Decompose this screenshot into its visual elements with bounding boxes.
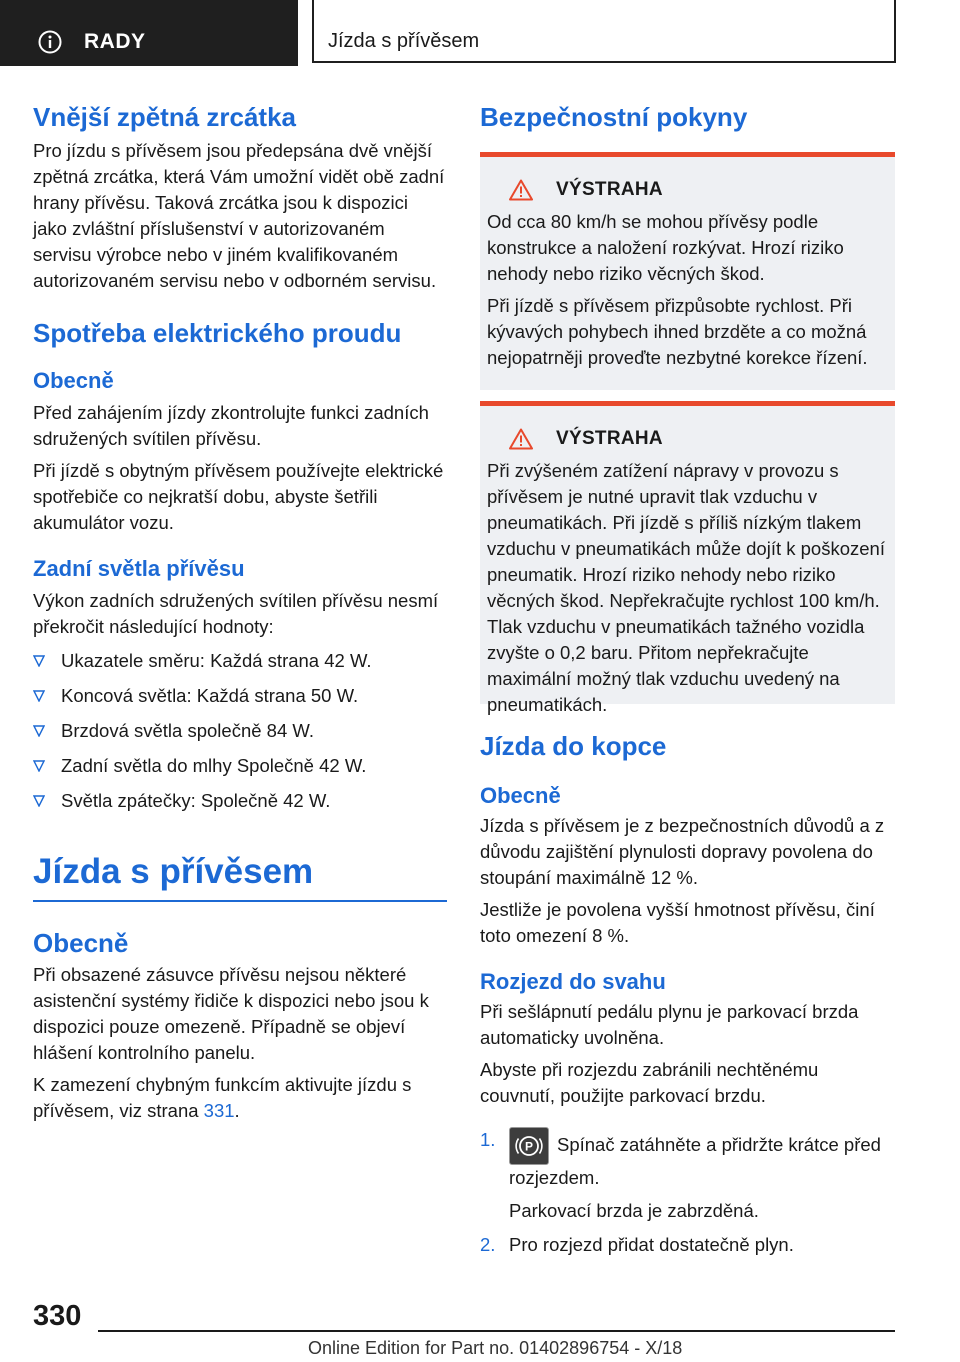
triangle-bullet-icon	[33, 690, 45, 702]
warning-2-p1: Při zvýšeném zatížení nápravy v provozu s přívěsem je nutné upravit tlak vzduchu v pneumatikách. Při jízdě s příliš nízkým tlakem vzduchu v pneumatikách může dojít k poškození pneumatik. Hrozí riziko nehody nebo riziko věcných škod. Nepřekračujte rychlost 100 km/h. Tlak vzduchu v pneumatikách tažného vozidla zvyšte o 0,2 baru. Přitom nepřekračujte maximální možný tlak vzduchu uvedený na pneumatikách.	[487, 460, 885, 715]
warning-1-p2: Při jízdě s přívěsem přizpůsobte rychlost. Při kývavých pohybech ihned brzděte a co možná nejopatrněji proveďte nezbytné korekce řízení.	[487, 295, 868, 368]
towing-general-p2: K zamezení chybným funkcím aktivujte jízdu s přívěsem, viz strana 331.	[33, 1073, 412, 1121]
hill-general-heading: Obecně	[480, 783, 561, 808]
info-icon	[38, 30, 62, 54]
triangle-bullet-icon	[33, 725, 45, 737]
warning-title: VÝSTRAHA	[556, 428, 663, 449]
list-item: Brzdová světla společně 84 W.	[33, 718, 447, 744]
safety-heading: Bezpečnostní pokyny	[480, 102, 748, 132]
warning-1-p1: Od cca 80 km/h se mohou přívěsy podle konstrukce a naložení rozkývat. Hrozí riziko nehody nebo riziko věcných škod.	[487, 211, 844, 284]
list-item: Koncová světla: Každá strana 50 W.	[33, 683, 447, 709]
parking-brake-switch-icon	[509, 1127, 549, 1165]
list-item: Zadní světla do mlhy Společně 42 W.	[33, 753, 447, 779]
power-general-heading: Obecně	[33, 368, 114, 393]
hill-heading: Jízda do kopce	[480, 731, 667, 761]
svg-text:P: P	[524, 1139, 534, 1154]
mirrors-body: Pro jízdu s přívěsem jsou předepsána dvě vnější zpětná zrcátka, která Vám umožní vidět obě zadní hrany přívěsu. Taková zrcátka jsou k dispozici jako zvláštní příslušenství v autorizovaném servisu výrobce nebo v jiném kvalifikovaném autorizovaném servisu nebo v odborném servisu.	[33, 140, 445, 291]
warning-box-1	[480, 152, 895, 390]
list-item: Světla zpátečky: Společně 42 W.	[33, 788, 447, 814]
warning-box-2	[480, 401, 895, 715]
hill-start-p1: Při sešlápnutí pedálu plynu je parkovací brzda automaticky uvolněna.	[480, 1001, 859, 1048]
rear-lights-heading: Zadní světla přívěsu	[33, 556, 245, 581]
right-column	[480, 100, 895, 1258]
list-item: 2. Pro rozjezd přidat dostatečně plyn.	[480, 1232, 895, 1258]
warning-header	[487, 179, 887, 209]
list-item: Ukazatele směru: Každá strana 42 W.	[33, 648, 447, 674]
warning-header	[487, 428, 887, 458]
edition-text: Online Edition for Part no. 01402896754 - X/18	[308, 1338, 683, 1358]
hill-start-heading: Rozjezd do svahu	[480, 969, 666, 994]
step-number: 2.	[480, 1234, 496, 1255]
page-number: 330	[33, 1300, 82, 1332]
towing-heading: Jízda s přívěsem	[33, 852, 314, 891]
step-number: 1.	[480, 1129, 496, 1150]
towing-general-heading: Obecně	[33, 927, 129, 958]
footer-rule	[98, 1330, 895, 1332]
triangle-bullet-icon	[33, 655, 45, 667]
tab-rady-label: RADY	[84, 30, 146, 53]
rear-lights-list	[33, 648, 447, 814]
hill-general-p2: Jestliže je povolena vyšší hmotnost přívěsu, činí toto omezení 8 %.	[480, 899, 875, 946]
hill-start-p2: Abyste při rozjezdu zabránili nechtěnému couvnutí, použijte parkovací brzdu.	[480, 1059, 819, 1106]
section-rule	[33, 900, 447, 902]
mirrors-heading: Vnější zpětná zrcátka	[33, 102, 296, 132]
warning-triangle-icon	[509, 179, 533, 201]
page-link[interactable]: 331	[203, 1099, 235, 1121]
page-header	[0, 0, 960, 66]
rear-lights-intro: Výkon zadních sdružených svítilen přívěsu nesmí překročit následující hodnoty:	[33, 590, 439, 637]
warning-title: VÝSTRAHA	[556, 179, 663, 200]
chapter-header	[312, 0, 896, 63]
left-column	[33, 100, 447, 1124]
towing-general-p1: Při obsazené zásuvce přívěsu nejsou některé asistenční systémy řidiče k dispozici nebo jsou k dispozici pouze omezeně. Případně se objeví hlášení kontrolního panelu.	[33, 963, 429, 1063]
triangle-bullet-icon	[33, 760, 45, 772]
hill-start-steps	[480, 1127, 895, 1258]
list-item: 1. P Spínač zatáhněte a přidržte krátce před rozjezdem. Parkovací brzda je zabrzděná.	[480, 1127, 895, 1224]
step-sub-text: Parkovací brzda je zabrzděná.	[509, 1200, 759, 1221]
chapter-title: Jízda s přívěsem	[328, 30, 480, 52]
power-general-p1: Před zahájením jízdy zkontrolujte funkci zadních sdružených svítilen přívěsu.	[33, 402, 429, 449]
warning-triangle-icon	[509, 428, 533, 450]
power-general-p2: Při jízdě s obytným přívěsem používejte elektrické spotřebiče co nejkratší dobu, abyste šetřili akumulátor vozu.	[33, 460, 444, 533]
triangle-bullet-icon	[33, 795, 45, 807]
tab-rady[interactable]	[0, 0, 298, 66]
power-heading: Spotřeba elektrického proudu	[33, 318, 402, 348]
hill-general-p1: Jízda s přívěsem je z bezpečnostních důvodů a z důvodu zajištění plynulosti dopravy povolena do stoupání maximálně 12 %.	[480, 815, 885, 888]
